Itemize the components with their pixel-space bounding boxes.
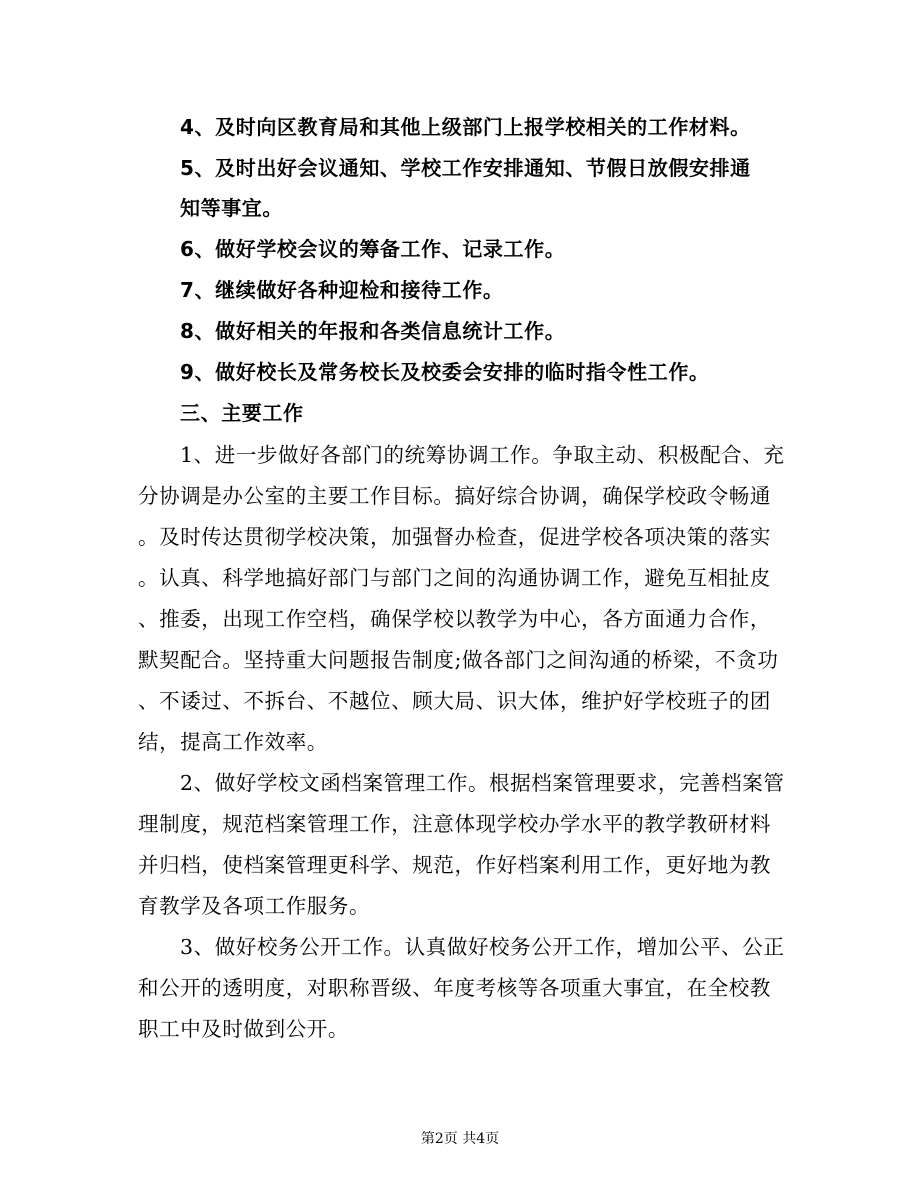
paragraph-2-line: 并归档，使档案管理更科学、规范，作好档案利用工作，更好地为教 — [138, 853, 771, 877]
paragraph-1-line: 1、进一步做好各部门的统筹协调工作。争取主动、积极配合、充 — [180, 443, 785, 467]
section-heading: 三、主要工作 — [180, 401, 304, 425]
duty-item-5-line-1: 5、及时出好会议通知、学校工作安排通知、节假日放假安排通 — [180, 156, 751, 180]
duty-item-6: 6、做好学校会议的筹备工作、记录工作。 — [180, 237, 566, 261]
paragraph-2-line: 育教学及各项工作服务。 — [138, 894, 371, 918]
paragraph-2-line: 理制度，规范档案管理工作，注意体现学校办学水平的教学教研材料 — [138, 812, 771, 836]
paragraph-1-line: 。及时传达贯彻学校决策，加强督办检查，促进学校各项决策的落实 — [138, 525, 771, 549]
duty-item-8: 8、做好相关的年报和各类信息统计工作。 — [180, 319, 566, 343]
paragraph-3-line: 3、做好校务公开工作。认真做好校务公开工作，增加公平、公正 — [180, 935, 785, 959]
paragraph-1-line: 分协调是办公室的主要工作目标。搞好综合协调，确保学校政令畅通 — [138, 484, 771, 508]
paragraph-1-line: 、不诿过、不拆台、不越位、顾大局、识大体，维护好学校班子的团 — [138, 689, 771, 713]
duty-item-5-line-2: 知等事宜。 — [180, 196, 283, 220]
duty-item-9: 9、做好校长及常务校长及校委会安排的临时指令性工作。 — [180, 360, 710, 384]
duty-item-4: 4、及时向区教育局和其他上级部门上报学校相关的工作材料。 — [180, 115, 751, 139]
paragraph-1-line: 结，提高工作效率。 — [138, 730, 328, 754]
paragraph-3-line: 职工中及时做到公开。 — [138, 1017, 349, 1041]
paragraph-1-line: 默契配合。坚持重大问题报告制度;做各部门之间沟通的桥梁，不贪功 — [138, 648, 779, 672]
duty-item-7: 7、继续做好各种迎检和接待工作。 — [180, 278, 504, 302]
page-number-footer: 第2页 共4页 — [420, 1131, 500, 1147]
paragraph-1-line: 。认真、科学地搞好部门与部门之间的沟通协调工作，避免互相扯皮 — [138, 566, 771, 590]
paragraph-3-line: 和公开的透明度，对职称晋级、年度考核等各项重大事宜，在全校教 — [138, 976, 771, 1000]
paragraph-2-line: 2、做好学校文函档案管理工作。根据档案管理要求，完善档案管 — [180, 771, 785, 795]
paragraph-1-line: 、推委，出现工作空档，确保学校以教学为中心，各方面通力合作， — [138, 607, 771, 631]
